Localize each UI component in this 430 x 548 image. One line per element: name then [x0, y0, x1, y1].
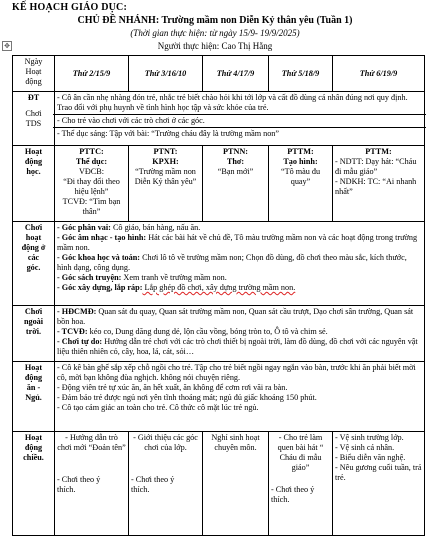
afternoon-cell-fri — [333, 432, 425, 536]
activity-type: Tạo hình: — [283, 157, 318, 166]
row-label-line: Hoạt — [24, 147, 43, 156]
learning-cell-fri — [333, 146, 425, 222]
outdoor-item — [57, 337, 422, 357]
table-header-row — [13, 56, 425, 92]
afternoon-line: - Chơi theo ý — [57, 475, 101, 484]
learning-cell-tue — [129, 146, 203, 222]
row-label-line: góc. — [26, 263, 41, 272]
morning-line: - Cô ân cần nhẹ nhàng đón trẻ, nhắc trẻ biết chào hỏi khi tới lớp và cất đồ dùng cá nhân đúng nơi quy định. Trao đổi với phụ huynh về tình hình học tập và sức khỏe của trẻ. — [57, 93, 408, 112]
corner-item — [57, 283, 422, 293]
outdoor-item-text: Hướng dẫn trẻ chơi với các trò chơi thiết bị ngoài trời, làm đồ dùng, đồ chơi với các nguyên vật liệu thiên nhiên cỏ, cây, hoa, lá, cát, sỏi… — [57, 337, 418, 356]
day-header-fri: Thứ 6/19/9 — [333, 56, 425, 92]
afternoon-line: - Vệ sinh cá nhân. — [335, 443, 395, 452]
row-label-line: các — [27, 253, 40, 262]
afternoon-cell-tue — [129, 432, 203, 536]
meal-content — [55, 362, 425, 432]
row-label-outdoor — [13, 306, 55, 362]
corner-item-text: Lắp ghép đồ chơi, xây dựng trường mầm non. — [142, 283, 296, 292]
corner-item-head: - Góc sách truyện: — [57, 273, 122, 282]
afternoon-line: - Vệ sinh trường lớp. — [335, 433, 404, 442]
activity-line: VĐCB: — [78, 167, 105, 176]
afternoon-cell-wed — [203, 432, 269, 536]
meal-line: - Cô kê bàn ghế sắp xếp chỗ ngồi cho trẻ. Tập cho trẻ biết ngồi ngay ngắn vào bàn, trước khi ăn phải biết mời cô, mời bạn không đùa nghịch. không nói chuyện riêng. — [57, 363, 416, 382]
afternoon-line: - Chơi theo ý — [131, 475, 175, 484]
day-header-tue: Thứ 3/16/10 — [129, 56, 203, 92]
corner-label-line: động — [25, 77, 42, 86]
activity-area: PTTM: — [287, 147, 314, 156]
outdoor-item-text: kéo co, Dung dăng dung dẻ, lộn cầu vồng, bóng tròn to, Ô tô và chim sẻ. — [87, 327, 328, 336]
row-label-line: Chơi — [25, 109, 42, 118]
activity-line: “Bạn mới” — [217, 167, 254, 176]
activity-area: PTTM: — [365, 147, 392, 156]
row-label-line: học. — [26, 167, 41, 176]
learning-cell-mon — [55, 146, 129, 222]
row-label-line: động — [24, 443, 43, 452]
afternoon-line: thích. — [271, 495, 290, 504]
activity-area: PTNN: — [222, 147, 248, 156]
afternoon-line: - Cho trẻ làm quen bài hát “ Cháu đi mẫu giáo” — [277, 433, 324, 472]
row-label-corners — [13, 222, 55, 306]
row-label-meal — [13, 362, 55, 432]
activity-type: Thể dục: — [75, 157, 108, 166]
corner-label-line: Ngày — [24, 57, 43, 66]
corner-item-head: - Góc âm nhạc - tạo hình: — [57, 233, 147, 242]
row-label-line: TDS — [25, 119, 42, 128]
morning-content — [55, 92, 425, 146]
corners-content — [55, 222, 425, 306]
activity-area: PTNT: — [153, 147, 178, 156]
day-header-mon: Thứ 2/15/9 — [55, 56, 129, 92]
row-label-line: Chơi — [24, 307, 43, 316]
afternoon-line: - Giới thiệu các góc chơi của lớp. — [133, 433, 198, 452]
corner-item-head: - Góc phân vai: — [57, 223, 111, 232]
outdoor-item-text: Quan sát đu quay, Quan sát trường mầm non, Quan sát cầu trượt, Dạo chơi sân trường, Quan sát bồn hoa. — [57, 307, 414, 326]
afternoon-line: Nghỉ sinh hoạt chuyên môn. — [211, 433, 260, 452]
day-header-thu: Thứ 5/18/9 — [269, 56, 333, 92]
afternoon-line: thích. — [57, 485, 76, 494]
corner-item-head: - Góc xây dựng, lắp ráp: — [57, 283, 143, 292]
row-corners — [13, 222, 425, 306]
corner-item-head: - Góc khoa học và toán: — [57, 253, 141, 262]
row-label-morning — [13, 92, 55, 146]
row-label-afternoon — [13, 432, 55, 536]
row-label-line: Chơi — [24, 223, 43, 232]
education-plan-table — [12, 55, 425, 536]
corner-item — [57, 273, 422, 283]
row-label-line: ĐT — [27, 93, 40, 102]
teacher-text: Người thực hiện: Cao Thị Hằng — [157, 41, 273, 51]
afternoon-line: - Hướng dẫn trò chơi mới “Đoản tên” — [57, 433, 126, 452]
corner-header-cell — [13, 56, 55, 92]
afternoon-cell-thu — [269, 432, 333, 536]
row-label-line: hoạt — [25, 233, 42, 242]
activity-line: - NDTT: Dạy hát: “Cháu đi mẫu giáo” — [335, 157, 417, 176]
corner-item-text: Xem tranh về trường mầm non. — [121, 273, 227, 282]
meal-line: - Cô tạo cảm giác an toàn cho trẻ. Cô thức cô mặt lúc trẻ ngủ. — [57, 403, 259, 412]
afternoon-line: - Chơi theo ý — [271, 485, 315, 494]
learning-cell-thu — [269, 146, 333, 222]
afternoon-line: - Nêu gương cuối tuần, trả trẻ. — [335, 463, 422, 482]
row-label-line: Ngủ. — [25, 393, 42, 402]
morning-line: - Thể dục sáng: Tập với bài: “Trường cháu đây là trường mầm non” — [57, 129, 280, 138]
activity-type: KPXH: — [152, 157, 179, 166]
morning-line: - Cho trẻ vào chơi với các trò chơi ở các góc. — [57, 116, 205, 125]
meal-line: - Đảm bảo trẻ được ngủ nơi yên tĩnh thoáng mát; ngủ đủ giấc khoảng 150 phút. — [57, 393, 317, 402]
row-label-line: ngoài — [23, 317, 44, 326]
corner-item — [57, 233, 422, 253]
corner-item — [57, 223, 422, 233]
row-label-learning — [13, 146, 55, 222]
row-label-line: động — [24, 373, 43, 382]
row-meal — [13, 362, 425, 432]
outdoor-item-head: - TCVĐ: — [57, 327, 88, 336]
activity-line: TCVĐ: “Tìm bạn thân” — [62, 197, 121, 216]
row-label-line: trời. — [25, 327, 42, 336]
table-move-handle-icon[interactable]: ✥ — [2, 41, 12, 51]
outdoor-item-head: - HĐCMĐ: — [57, 307, 97, 316]
activity-area: PTTC: — [79, 147, 104, 156]
row-label-line: động — [24, 157, 43, 166]
corner-item — [57, 253, 422, 273]
afternoon-cell-mon — [55, 432, 129, 536]
outdoor-item — [57, 307, 422, 327]
day-header-wed: Thứ 4/17/9 — [203, 56, 269, 92]
corner-item-text: Chơi lô tô về trường mầm non; Chọn đồ dùng, đồ chơi theo màu sắc, kích thước, hình dạng, công dụng. — [57, 253, 407, 272]
row-afternoon — [13, 432, 425, 536]
corner-item-text: Hát các bài hát về chủ đề, Tô màu trường mầm non và các hoạt động trong trường mầm non. — [57, 233, 418, 252]
period-text: (Thời gian thực hiện: từ ngày 15/9- 19/9/2025) — [130, 28, 300, 38]
row-label-line: Hoạt — [24, 363, 43, 372]
row-learning — [13, 146, 425, 222]
corner-label-line: Hoạt — [25, 67, 42, 76]
row-label-line: động ở — [21, 243, 46, 252]
row-label-line: Hoạt — [24, 433, 43, 442]
learning-cell-wed — [203, 146, 269, 222]
outdoor-item — [57, 327, 422, 337]
activity-line: “Tô màu đu quay” — [280, 167, 321, 186]
outdoor-content — [55, 306, 425, 362]
activity-line: - NDKH: TC: “Ai nhanh nhất” — [335, 177, 417, 196]
row-label-line: chiều. — [23, 453, 44, 462]
afternoon-line: thích. — [131, 485, 150, 494]
row-morning — [13, 92, 425, 146]
afternoon-line: - Biểu diễn văn nghệ. — [335, 453, 406, 462]
activity-line: “Đi thay đổi theo hiệu lệnh” — [63, 177, 120, 196]
activity-type: Thơ: — [226, 157, 245, 166]
row-outdoor — [13, 306, 425, 362]
meal-line: - Động viên trẻ tự xúc ăn, ăn hết xuất, ăn không để cơm rơi vãi ra bàn. — [57, 383, 288, 392]
row-label-line: ăn - — [26, 383, 41, 392]
corner-item-text: Cô giáo, bán hàng, nấu ăn. — [110, 223, 201, 232]
outdoor-item-head: - Chơi tự do: — [57, 337, 103, 346]
activity-line: “Trường mầm non Diễn Kỷ thân yêu” — [134, 167, 197, 186]
plan-title: KẾ HOẠCH GIÁO DỤC: — [12, 2, 127, 13]
topic-title: CHỦ ĐỀ NHÁNH: Trường mầm non Diễn Kỷ thân yêu (Tuần 1) — [77, 15, 353, 26]
